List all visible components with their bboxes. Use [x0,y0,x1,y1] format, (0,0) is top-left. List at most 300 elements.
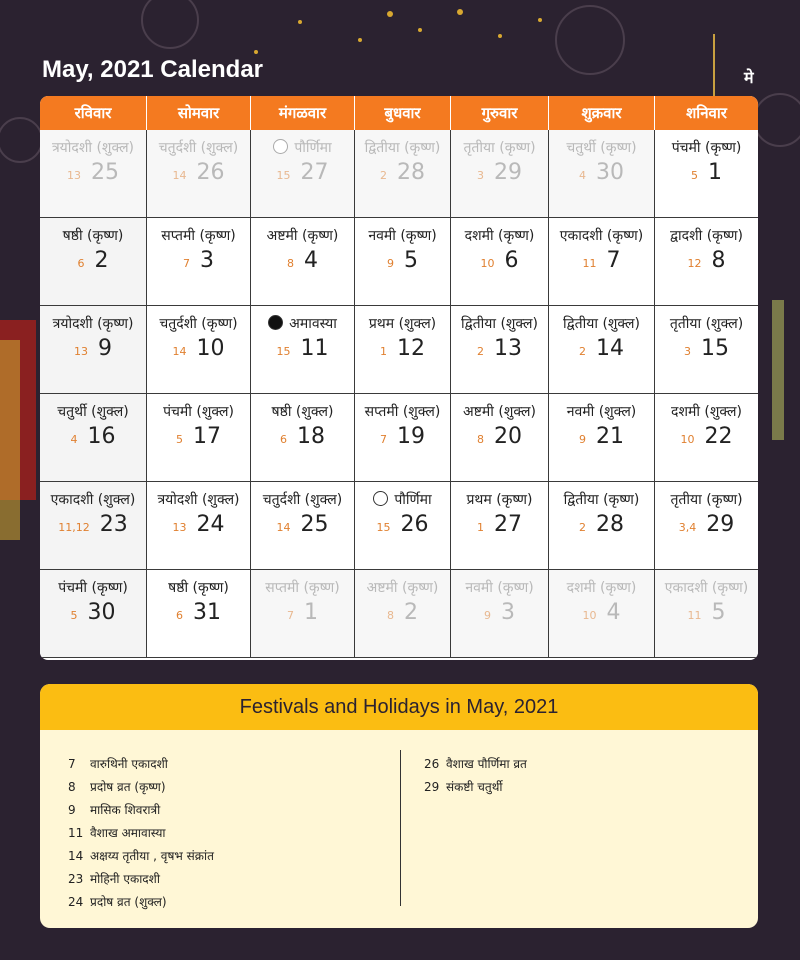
calendar-day-cell[interactable] [451,130,549,218]
tithi-number: 11 [582,257,597,270]
tithi-row [462,490,536,510]
tithi-number: 9 [579,433,586,446]
calendar-day-cell[interactable] [147,394,251,482]
tithi-number: 14 [276,521,291,534]
date-number: 25 [300,512,329,537]
date-row [583,600,621,625]
tithi-number: 3 [477,169,484,182]
tithi-number: 11 [687,609,702,622]
date-row [67,160,119,185]
weekday-label: बुधवार [355,96,451,130]
calendar-day-cell[interactable] [355,482,451,570]
festivals-list-left [68,752,214,913]
date-number: 6 [504,248,519,273]
date-number: 2 [404,600,418,625]
tithi-number: 8 [387,609,394,622]
festival-name: वैशाख अमावास्या [90,826,166,840]
weekday-label: गुरुवार [451,96,549,130]
date-number: 26 [400,512,429,537]
tithi-number: 1 [477,521,484,534]
date-number: 3 [200,248,214,273]
tithi-number: 5 [176,433,183,446]
tithi-number: 8 [287,257,294,270]
tithi-label: चतुर्थी (कृष्ण) [566,140,637,156]
page-title: May, 2021 Calendar [42,56,264,83]
date-number: 10 [196,336,225,361]
date-number: 16 [87,424,116,449]
date-row [380,424,425,449]
tithi-row [268,402,338,422]
festivals-heading: Festivals and Holidays in May, 2021 [40,684,758,730]
tithi-number: 6 [280,433,287,446]
tithi-row [461,578,537,598]
tithi-number: 1 [380,345,387,358]
date-number: 27 [494,512,522,537]
tithi-label: पौर्णिमा [294,140,332,156]
calendar-day-cell[interactable] [40,482,147,570]
date-number: 27 [300,160,329,185]
tithi-label: प्रथम (कृष्ण) [466,492,533,508]
tithi-row [459,138,539,158]
calendar-day-cell[interactable] [147,570,251,658]
date-row [277,512,329,537]
festival-item [424,775,527,798]
date-number: 5 [404,248,418,273]
weekday-label: मंगळवार [251,96,355,130]
festival-date: 29 [424,779,440,794]
tithi-label: अष्टमी (शुक्ल) [463,404,536,420]
date-row [176,600,221,625]
date-number: 7 [606,248,621,273]
date-number: 12 [397,336,425,361]
calendar-day-cell[interactable] [655,482,758,570]
tithi-row [53,402,132,422]
calendar-day-cell[interactable] [40,394,147,482]
date-number: 24 [196,512,225,537]
festival-date: 11 [68,825,84,840]
tithi-label: द्वितीया (कृष्ण) [364,140,441,156]
date-row [583,248,621,273]
weekday-label: रविवार [40,96,147,130]
tithi-label: षष्ठी (शुक्ल) [271,404,334,420]
tithi-row [264,314,341,334]
tithi-row [666,490,746,510]
date-row [78,248,109,273]
tithi-number: 6 [176,609,183,622]
calendar-day-cell[interactable] [355,306,451,394]
date-number: 3 [501,600,515,625]
date-row [691,160,722,185]
calendar-day-cell[interactable] [40,130,147,218]
date-row [173,336,225,361]
full-moon-icon [273,139,288,154]
month-corner-label: मे [744,68,754,87]
festival-date: 9 [68,802,76,817]
date-number: 4 [304,248,318,273]
tithi-label: दशमी (कृष्ण) [464,228,535,244]
tithi-row [563,402,641,422]
tithi-label: द्वितीया (शुक्ल) [562,316,641,332]
tithi-row [365,314,440,334]
calendar-day-cell[interactable] [40,218,147,306]
weekday-label: शनिवार [686,104,727,122]
tithi-row [363,578,443,598]
festival-name: वैशाख पौर्णिमा व्रत [446,757,527,771]
tithi-row [269,138,335,158]
festival-item [68,844,214,867]
date-row [183,248,214,273]
date-number: 23 [99,512,128,537]
tithi-label: अष्टमी (कृष्ण) [266,228,339,244]
date-number: 20 [494,424,522,449]
festival-date: 26 [424,756,440,771]
tithi-row [369,490,435,510]
tithi-row [259,490,346,510]
date-row [688,248,726,273]
tithi-number: 2 [579,345,586,358]
date-number: 9 [98,336,112,361]
tithi-row [556,226,647,246]
date-row [277,336,329,361]
date-number: 17 [193,424,221,449]
date-number: 31 [193,600,221,625]
date-row [579,160,624,185]
tithi-label: चतुर्थी (शुक्ल) [57,404,129,420]
calendar-day-cell[interactable] [451,306,549,394]
date-row [579,512,624,537]
date-number: 28 [596,512,624,537]
tithi-number: 10 [582,609,597,622]
date-number: 19 [397,424,425,449]
calendar-grid [40,130,758,658]
date-row [280,424,325,449]
date-number: 29 [494,160,522,185]
date-row [176,424,221,449]
festival-name: संकष्टी चतुर्थी [446,780,503,794]
date-number: 15 [701,336,729,361]
calendar-day-cell[interactable] [355,218,451,306]
date-number: 28 [397,160,425,185]
calendar-day-cell[interactable] [251,570,355,658]
tithi-number: 7 [380,433,387,446]
date-number: 30 [596,160,624,185]
tithi-label: चतुर्दशी (शुक्ल) [158,140,239,156]
festival-item [68,775,214,798]
tithi-row [48,138,138,158]
weekday-label: शुक्रवार [549,96,655,130]
tithi-row [461,226,539,246]
tithi-label: तृतीया (कृष्ण) [463,140,536,156]
tithi-label: त्रयोदशी (कृष्ण) [52,316,134,332]
festival-date: 24 [68,894,84,909]
date-row [681,424,733,449]
tithi-number: 10 [680,433,695,446]
tithi-row [47,490,140,510]
tithi-label: चतुर्दशी (शुक्ल) [262,492,343,508]
tithi-label: षष्ठी (कृष्ण) [62,228,124,244]
festival-name: प्रदोष व्रत (कृष्ण) [90,780,166,794]
tithi-number: 11,12 [58,521,90,534]
tithi-label: पौर्णिमा [394,492,432,508]
tithi-row [667,402,746,422]
tithi-row [666,314,747,334]
tithi-row [155,138,242,158]
date-row [277,160,329,185]
calendar-day-cell[interactable] [251,218,355,306]
tithi-row [361,402,445,422]
tithi-number: 7 [287,609,294,622]
tithi-row [560,490,644,510]
tithi-row [49,314,138,334]
festival-date: 23 [68,871,84,886]
date-row [287,248,318,273]
tithi-row [559,314,644,334]
festival-date: 8 [68,779,76,794]
date-row [380,160,425,185]
calendar-day-cell[interactable] [549,394,655,482]
calendar-day-cell[interactable] [251,394,355,482]
tithi-label: दशमी (शुक्ल) [671,404,742,420]
calendar-day-cell[interactable] [655,570,758,658]
calendar-day-cell[interactable] [549,482,655,570]
tithi-label: तृतीया (कृष्ण) [670,492,743,508]
tithi-row [361,138,445,158]
calendar-day-cell[interactable] [655,306,758,394]
date-row [579,424,624,449]
tithi-number: 10 [480,257,495,270]
calendar-day-cell[interactable] [355,570,451,658]
tithi-row [263,226,343,246]
tithi-label: द्वादशी (कृष्ण) [669,228,743,244]
tithi-label: षष्ठी (कृष्ण) [168,580,229,596]
date-row [58,512,128,537]
calendar-day-cell[interactable] [451,394,549,482]
calendar-day-cell[interactable] [251,482,355,570]
date-row [377,512,429,537]
tithi-row [661,578,752,598]
calendar [40,96,758,660]
festival-name: अक्षय्य तृतीया , वृषभ संक्रांत [90,849,214,863]
calendar-day-cell[interactable] [451,218,549,306]
tithi-label: सप्तमी (कृष्ण) [265,580,340,596]
tithi-number: 9 [484,609,491,622]
tithi-number: 4 [70,433,78,446]
tithi-row [155,314,241,334]
calendar-day-cell[interactable] [147,482,251,570]
tithi-number: 2 [579,521,586,534]
tithi-row [457,314,542,334]
date-number: 1 [304,600,318,625]
date-row [71,424,116,449]
new-moon-icon [268,315,283,330]
tithi-label: पंचमी (कृष्ण) [671,140,742,156]
date-row [477,336,522,361]
calendar-day-cell[interactable] [655,394,758,482]
weekday-header [40,96,758,130]
date-row [477,424,522,449]
calendar-day-cell[interactable] [251,306,355,394]
date-row [173,160,225,185]
calendar-day-cell[interactable] [355,130,451,218]
tithi-label: पंचमी (शुक्ल) [163,404,234,420]
tithi-label: सप्तमी (कृष्ण) [161,228,236,244]
festival-name: मासिक शिवरात्री [90,803,161,817]
date-number: 25 [91,160,119,185]
calendar-day-cell[interactable] [549,130,655,218]
tithi-label: एकादशी (शुक्ल) [50,492,136,508]
tithi-number: 13 [74,345,88,358]
calendar-day-cell[interactable] [451,482,549,570]
tithi-label: नवमी (कृष्ण) [465,580,534,596]
festivals-body [40,730,758,928]
festival-item [424,752,527,775]
festivals-divider [400,750,401,906]
tithi-number: 8 [477,433,484,446]
date-row [74,336,112,361]
festival-item [68,798,214,821]
tithi-number: 14 [172,169,187,182]
tithi-label: नवमी (शुक्ल) [566,404,637,420]
date-number: 22 [704,424,733,449]
calendar-day-cell[interactable] [147,130,251,218]
tithi-number: 2 [477,345,484,358]
date-row [481,248,519,273]
tithi-label: त्रयोदशी (शुक्ल) [157,492,240,508]
tithi-number: 14 [172,345,187,358]
calendar-day-cell[interactable] [549,570,655,658]
tithi-number: 3,4 [678,521,697,534]
date-row [484,600,515,625]
tithi-row [157,226,240,246]
tithi-label: एकादशी (कृष्ण) [664,580,749,596]
tithi-number: 13 [67,169,81,182]
date-row [71,600,116,625]
calendar-day-cell[interactable] [147,306,251,394]
date-row [287,600,318,625]
festival-item [68,867,214,890]
tithi-label: नवमी (कृष्ण) [368,228,437,244]
date-number: 18 [297,424,325,449]
tithi-row [54,578,132,598]
date-row [684,336,729,361]
date-number: 26 [196,160,225,185]
date-number: 8 [711,248,726,273]
tithi-row [666,226,747,246]
tithi-number: 4 [579,169,586,182]
date-row [173,512,225,537]
tithi-number: 12 [687,257,702,270]
date-row [387,600,418,625]
date-number: 5 [711,600,726,625]
festival-date: 7 [68,756,76,771]
tithi-label: प्रथम (शुक्ल) [368,316,437,332]
tithi-number: 7 [183,257,190,270]
tithi-row [459,402,540,422]
festival-item [68,890,214,913]
tithi-number: 15 [376,521,391,534]
date-row [387,248,418,273]
date-number: 2 [94,248,109,273]
festivals-panel [40,684,758,928]
tithi-row [563,578,641,598]
calendar-day-cell[interactable] [549,306,655,394]
full-moon-icon [373,491,388,506]
tithi-label: एकादशी (कृष्ण) [559,228,644,244]
tithi-label: द्वितीया (कृष्ण) [563,492,640,508]
tithi-label: द्वितीया (शुक्ल) [460,316,539,332]
tithi-row [668,138,746,158]
tithi-row [153,490,243,510]
tithi-row [364,226,440,246]
tithi-row [261,578,344,598]
tithi-row [159,402,238,422]
calendar-day-cell[interactable] [147,218,251,306]
festival-name: वारुथिनी एकादशी [90,757,168,771]
date-row [679,512,735,537]
calendar-day-cell[interactable] [549,218,655,306]
tithi-number: 5 [691,169,698,182]
festival-date: 14 [68,848,84,863]
date-row [477,512,522,537]
date-number: 1 [708,160,722,185]
tithi-label: पंचमी (कृष्ण) [58,580,128,596]
date-number: 11 [300,336,329,361]
date-row [380,336,425,361]
calendar-day-cell[interactable] [251,130,355,218]
tithi-label: दशमी (कृष्ण) [566,580,637,596]
tithi-label: चतुर्दशी (कृष्ण) [159,316,238,332]
tithi-row [164,578,233,598]
tithi-label: अमावस्या [289,316,337,332]
tithi-number: 15 [276,169,291,182]
calendar-day-cell[interactable] [451,570,549,658]
date-number: 21 [596,424,624,449]
tithi-number: 2 [380,169,387,182]
date-number: 13 [494,336,522,361]
tithi-label: सप्तमी (शुक्ल) [364,404,441,420]
calendar-day-cell[interactable] [355,394,451,482]
calendar-day-cell[interactable] [655,218,758,306]
tithi-row [59,226,128,246]
festival-name: मोहिनी एकादशी [90,872,160,886]
tithi-number: 9 [387,257,394,270]
calendar-day-cell[interactable] [40,306,147,394]
tithi-label: अष्टमी (कृष्ण) [366,580,439,596]
date-row [688,600,726,625]
calendar-day-cell[interactable] [40,570,147,658]
tithi-number: 13 [172,521,187,534]
tithi-number: 15 [276,345,291,358]
weekday-label: सोमवार [147,96,251,130]
festivals-list-right [424,752,527,798]
date-number: 30 [87,600,116,625]
tithi-row [562,138,640,158]
festival-item [68,752,214,775]
date-number: 14 [596,336,624,361]
date-row [579,336,624,361]
tithi-label: त्रयोदशी (शुक्ल) [51,140,135,156]
date-number: 4 [606,600,621,625]
festival-item [68,821,214,844]
tithi-number: 3 [684,345,691,358]
tithi-number: 6 [77,257,85,270]
calendar-day-cell[interactable] [655,130,758,218]
date-row [477,160,522,185]
tithi-number: 5 [70,609,78,622]
festival-name: प्रदोष व्रत (शुक्ल) [90,895,167,909]
tithi-label: तृतीया (शुक्ल) [669,316,744,332]
date-number: 29 [706,512,735,537]
